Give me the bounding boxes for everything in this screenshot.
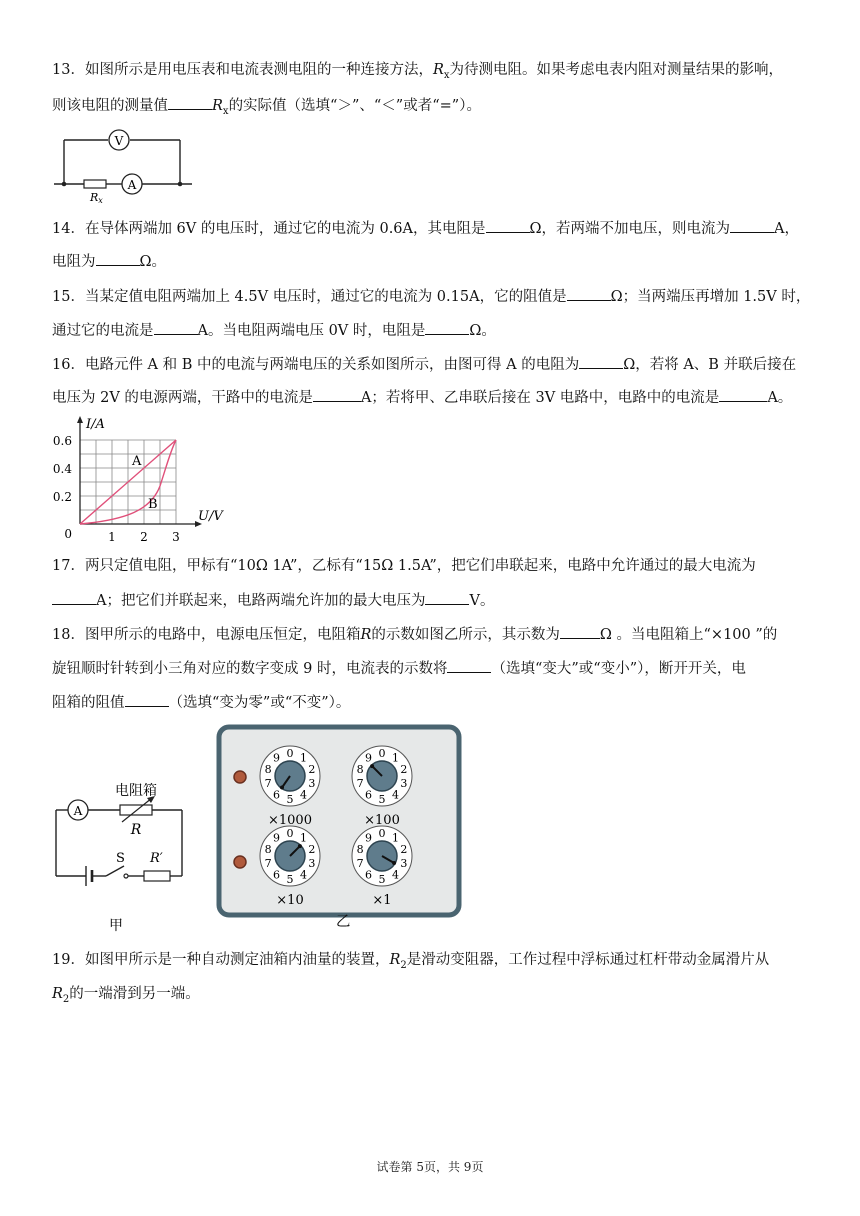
q18-text: Ω 。当电阻箱上“×100 ”的 bbox=[599, 627, 778, 643]
q16-line-2 bbox=[52, 387, 792, 407]
resistance-box-panel bbox=[219, 727, 459, 915]
dial-digit: 0 bbox=[378, 827, 386, 840]
dial-multiplier-label: ×1000 bbox=[268, 813, 312, 828]
dial-digit: 5 bbox=[286, 873, 294, 886]
r2-subscript: 2 bbox=[400, 959, 407, 971]
r2-subscript: 2 bbox=[62, 993, 70, 1005]
label-b: B bbox=[148, 497, 158, 512]
q19-line-2 bbox=[52, 984, 200, 1004]
resistance-box-yi bbox=[216, 724, 464, 920]
resistance-box-symbol bbox=[120, 805, 152, 815]
q13-text: 的实际值（选填“＞”、“＜”或者“=”）。 bbox=[228, 98, 481, 114]
answer-blank[interactable] bbox=[154, 320, 198, 335]
answer-blank[interactable] bbox=[125, 692, 169, 707]
dial-pointer-tip bbox=[298, 844, 302, 848]
r-prime-resistor bbox=[144, 871, 170, 881]
q16-text: 电压为 2V 的电源两端，干路中的电流是 bbox=[52, 390, 313, 406]
answer-blank[interactable] bbox=[719, 387, 767, 402]
dial-digit: 8 bbox=[356, 762, 364, 776]
dial-digit: 6 bbox=[365, 868, 372, 882]
q18-text: 阻箱的阻值 bbox=[52, 695, 125, 711]
q16-line-1 bbox=[52, 354, 796, 374]
q17-text: A；把它们并联起来，电路两端允许加的最大电压为 bbox=[96, 593, 426, 609]
q17-text: V。 bbox=[469, 593, 495, 609]
q15-text: 通过它的电流是 bbox=[52, 323, 154, 339]
dial-digit: 4 bbox=[392, 788, 399, 802]
dial-pointer-tip bbox=[370, 764, 374, 768]
dial-digit: 5 bbox=[378, 873, 386, 886]
rx-subscript: x bbox=[443, 69, 450, 81]
q17-line-2 bbox=[52, 590, 494, 610]
answer-blank[interactable] bbox=[560, 624, 600, 639]
dial-digit: 1 bbox=[300, 751, 307, 765]
dial-digit: 6 bbox=[273, 788, 280, 802]
x-axis-label: U/V bbox=[198, 509, 223, 524]
answer-blank[interactable] bbox=[425, 590, 469, 605]
answer-blank[interactable] bbox=[486, 218, 530, 233]
iu-graph bbox=[52, 410, 236, 550]
answer-blank[interactable] bbox=[52, 590, 96, 605]
q19-text: 19．如图甲所示是一种自动测定油箱内油量的装置， bbox=[52, 952, 390, 968]
dial-digit: 3 bbox=[308, 857, 316, 871]
x-tick-label: 1 bbox=[108, 530, 116, 544]
dial-digit: 2 bbox=[400, 842, 408, 856]
dial-digit: 2 bbox=[308, 762, 316, 776]
rx-resistor bbox=[84, 180, 106, 188]
dial-digit: 7 bbox=[264, 857, 272, 871]
dial-digit: 6 bbox=[273, 868, 280, 882]
q13-line-2 bbox=[52, 95, 481, 115]
q16-text: Ω，若将 A、B 并联后接在 bbox=[623, 357, 797, 373]
dial-digit: 1 bbox=[392, 751, 399, 765]
q15-text: Ω；当两端压再增加 1.5V 时， bbox=[610, 289, 811, 305]
figure-jia-caption: 甲 bbox=[109, 918, 123, 934]
dial-digit: 6 bbox=[365, 788, 372, 802]
dial-digit: 1 bbox=[300, 831, 307, 845]
dial-digit: 9 bbox=[365, 831, 372, 845]
dial-digit: 5 bbox=[286, 793, 294, 806]
dial-multiplier-label: ×100 bbox=[364, 813, 400, 828]
dial-digit: 4 bbox=[300, 788, 307, 802]
dial-multiplier-label: ×10 bbox=[276, 893, 304, 908]
dial-pointer-tip bbox=[392, 861, 396, 865]
r2-symbol: R bbox=[52, 986, 63, 1002]
q14-text: A， bbox=[774, 221, 800, 237]
q14-text: 14．在导体两端加 6V 的电压时，通过它的电流为 0.6A，其电阻是 bbox=[52, 221, 486, 237]
dial-digit: 5 bbox=[378, 793, 386, 806]
q14-line-1 bbox=[52, 218, 799, 238]
rx-symbol: R bbox=[212, 98, 223, 114]
rx-label: Rx bbox=[90, 191, 103, 205]
q13-circuit-diagram bbox=[50, 122, 200, 205]
dial-pointer-tip bbox=[280, 786, 284, 790]
y-tick-label: 0.2 bbox=[52, 490, 72, 504]
answer-blank[interactable] bbox=[313, 387, 361, 402]
q13-text: 13．如图所示是用电压表和电流表测电阻的一种连接方法， bbox=[52, 62, 433, 78]
dial-digit: 8 bbox=[264, 762, 272, 776]
dial-digit: 2 bbox=[308, 842, 316, 856]
answer-blank[interactable] bbox=[425, 320, 469, 335]
dial-digit: 3 bbox=[400, 777, 408, 791]
switch-label: S bbox=[116, 851, 125, 866]
q19-text: 是滑动变阻器，工作过程中浮标通过杠杆带动金属滑片从 bbox=[406, 952, 770, 968]
x-tick-label: 3 bbox=[172, 530, 180, 544]
ammeter-label: A bbox=[73, 804, 83, 818]
q19-text: 的一端滑到另一端。 bbox=[69, 986, 200, 1002]
q15-text: Ω。 bbox=[469, 323, 496, 339]
q18-text: 旋钮顺时针转到小三角对应的数字变成 9 时，电流表的示数将 bbox=[52, 661, 448, 677]
dial-digit: 9 bbox=[365, 751, 372, 765]
label-a: A bbox=[132, 454, 142, 469]
voltmeter-label: V bbox=[114, 134, 124, 148]
r-label: R bbox=[130, 822, 142, 838]
answer-blank[interactable] bbox=[447, 658, 491, 673]
q16-text: 16．电路元件 A 和 B 中的电流与两端电压的关系如图所示，由图可得 A 的电阻为 bbox=[52, 357, 580, 373]
r-prime-label: R′ bbox=[150, 851, 163, 866]
q18-line-2 bbox=[52, 658, 746, 678]
q18-text: （选填“变大”或“变小”），断开开关，电 bbox=[491, 661, 746, 677]
dial-digit: 3 bbox=[308, 777, 316, 791]
figure-yi-caption bbox=[336, 912, 351, 932]
dial-multiplier-label: ×1 bbox=[372, 893, 392, 908]
dial-digit: 4 bbox=[300, 868, 307, 882]
y-tick-label: 0 bbox=[64, 527, 72, 541]
q15-line-1 bbox=[52, 286, 810, 306]
answer-blank[interactable] bbox=[579, 354, 623, 369]
dial-digit: 4 bbox=[392, 868, 399, 882]
circuit-jia bbox=[50, 770, 200, 940]
rx-symbol: R bbox=[432, 62, 444, 78]
q15-line-2 bbox=[52, 320, 496, 340]
rx-subscript: x bbox=[222, 105, 229, 117]
q15-text: A。当电阻两端电压 0V 时，电阻是 bbox=[197, 323, 426, 339]
answer-blank[interactable] bbox=[567, 286, 611, 301]
q18-line-1 bbox=[52, 624, 777, 644]
x-tick-label: 2 bbox=[140, 530, 148, 544]
q14-line-2 bbox=[52, 251, 166, 271]
resistance-box-label: 电阻箱 bbox=[115, 783, 157, 799]
dial-digit: 7 bbox=[264, 777, 272, 791]
q17-text: 17．两只定值电阻，甲标有“10Ω 1A”，乙标有“15Ω 1.5A”，把它们串联起来，电路中允许通过的最大电流为 bbox=[52, 558, 756, 574]
q13-text: 则该电阻的测量值 bbox=[52, 98, 168, 114]
dial-digit: 9 bbox=[273, 831, 280, 845]
y-axis-label: I/A bbox=[86, 417, 105, 432]
q13-line-1 bbox=[52, 60, 783, 80]
q16-text: A。 bbox=[767, 390, 793, 406]
dial-digit: 2 bbox=[400, 762, 408, 776]
q16-text: A；若将甲、乙串联后接在 3V 电路中，电路中的电流是 bbox=[360, 390, 720, 406]
q14-text: 电阻为 bbox=[52, 254, 96, 270]
terminal-icon bbox=[234, 856, 246, 868]
terminal-icon bbox=[234, 771, 246, 783]
q14-text: Ω。 bbox=[139, 254, 167, 270]
q13-text: 为待测电阻。如果考虑电表内阻对测量结果的影响， bbox=[449, 62, 784, 78]
dial-digit: 9 bbox=[273, 751, 280, 765]
dial-digit: 0 bbox=[286, 747, 294, 760]
q18-text: 的示数如图乙所示，其示数为 bbox=[371, 627, 560, 643]
q18-line-3 bbox=[52, 692, 350, 712]
q15-text: 15．当某定值电阻两端加上 4.5V 电压时，通过它的电流为 0.15A，它的阻值是 bbox=[52, 289, 567, 305]
answer-blank[interactable] bbox=[730, 218, 774, 233]
dial-digit: 3 bbox=[400, 857, 408, 871]
figure-yi-caption-text: 乙 bbox=[336, 914, 351, 930]
answer-blank[interactable] bbox=[96, 251, 140, 266]
r-symbol: R bbox=[360, 627, 372, 643]
q18-text: 18．图甲所示的电路中，电源电压恒定，电阻箱 bbox=[52, 627, 361, 643]
dial-digit: 0 bbox=[378, 747, 386, 760]
dial-digit: 8 bbox=[356, 842, 364, 856]
answer-blank[interactable] bbox=[168, 95, 212, 110]
dial-digit: 0 bbox=[286, 827, 294, 840]
switch-s bbox=[106, 866, 124, 876]
y-tick-label: 0.6 bbox=[52, 434, 72, 448]
q19-line-1 bbox=[52, 950, 769, 970]
dial-digit: 7 bbox=[356, 777, 364, 791]
page-footer: 试卷第 5页，共 9页 bbox=[376, 1160, 484, 1174]
dial-digit: 7 bbox=[356, 857, 364, 871]
q18-text: （选填“变为零”或“不变”）。 bbox=[168, 695, 351, 711]
r2-symbol: R bbox=[389, 952, 401, 968]
dial-digit: 1 bbox=[392, 831, 399, 845]
dial-digit: 8 bbox=[264, 842, 272, 856]
q17-line-1 bbox=[52, 556, 756, 576]
y-tick-label: 0.4 bbox=[52, 462, 72, 476]
q14-text: Ω，若两端不加电压，则电流为 bbox=[529, 221, 731, 237]
ammeter-label: A bbox=[127, 178, 137, 192]
